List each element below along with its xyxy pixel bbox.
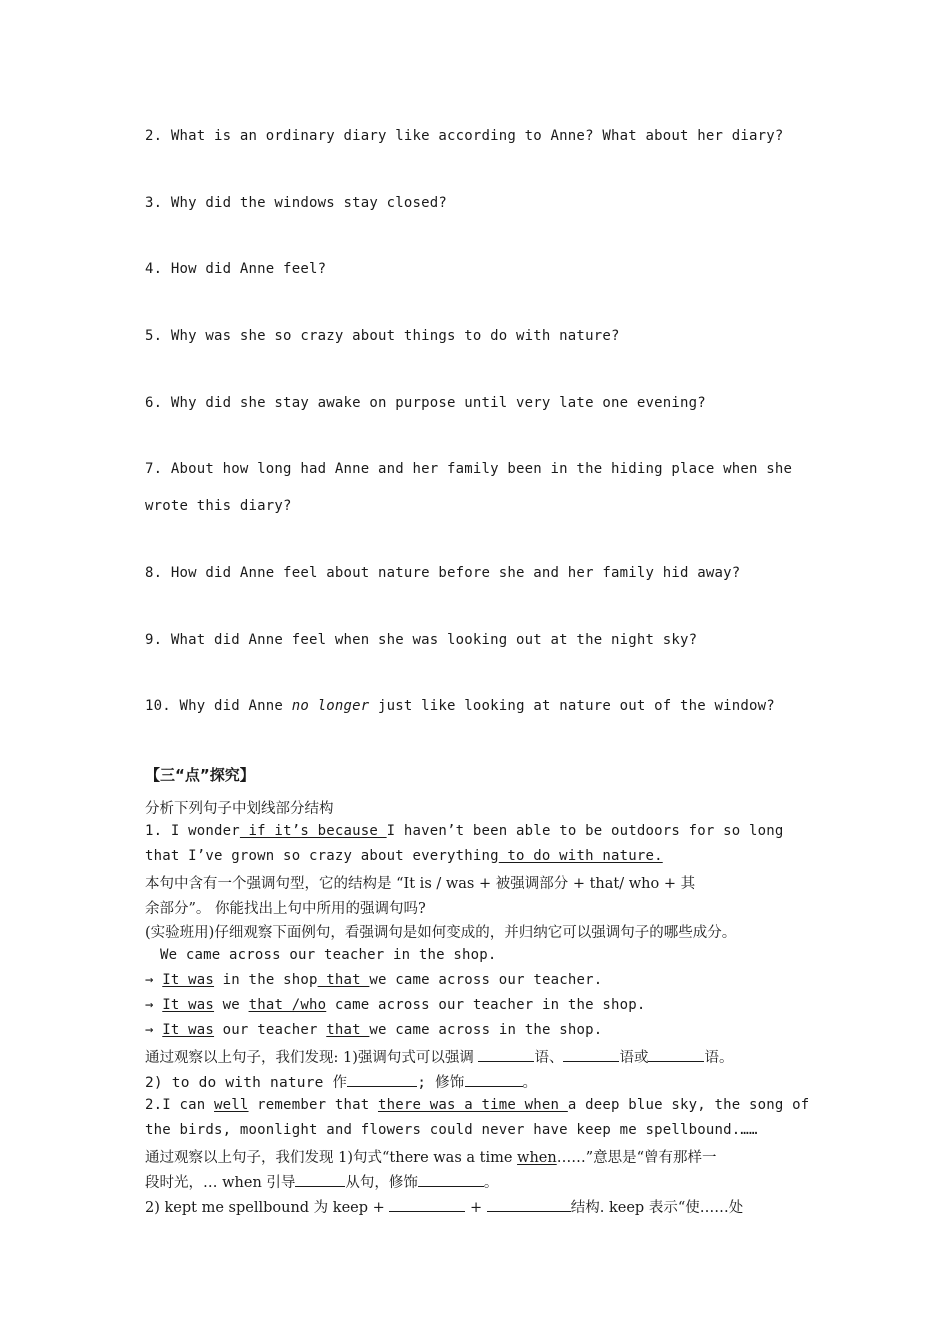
blank-1[interactable] — [478, 1049, 534, 1062]
ex3-that: that — [326, 1022, 370, 1038]
finding-4-text-b: 从句，修饰 — [345, 1175, 418, 1191]
sentence-1-line-2 — [145, 848, 663, 864]
finding-5-text-c: 结构. keep 表示“使……处 — [570, 1200, 744, 1216]
blank-4[interactable] — [347, 1074, 417, 1087]
question-7-line-1: 7. About how long had Anne and her family been in the hiding place when she — [145, 461, 793, 477]
s1-underline-a: if it’s because — [239, 823, 387, 839]
lab-instruction: (实验班用)仔细观察下面例句，看强调句是如何变成的，并归纳它可以强调句子的哪些成分。 — [145, 925, 737, 941]
question-10-emphasis: no longer — [291, 698, 370, 714]
s2-text-b: remember that — [248, 1097, 378, 1113]
finding-2-text-b: ; 修饰 — [417, 1075, 465, 1091]
ex2-it-was: It was — [162, 997, 215, 1013]
ex3-it-was: It was — [162, 1022, 215, 1038]
s1-text-b: I haven’t been able to be outdoors for so long — [386, 823, 784, 839]
example-transform-2 — [145, 997, 646, 1013]
blank-5[interactable] — [465, 1074, 523, 1087]
sentence-2-line-1 — [145, 1097, 809, 1113]
finding-1-text-d: 语。 — [704, 1050, 734, 1066]
question-2: 2. What is an ordinary diary like according to Anne? What about her diary? — [145, 128, 784, 144]
sentence-1-line-1 — [145, 823, 784, 839]
ex1-that: that — [317, 972, 370, 988]
ex1-text-b: in the shop — [214, 972, 318, 988]
example-transform-3 — [145, 1022, 602, 1038]
finding-1 — [145, 1046, 733, 1067]
sentence-2-line-2: the birds, moonlight and flowers could never have keep me spellbound.…… — [145, 1122, 758, 1138]
blank-2[interactable] — [563, 1049, 619, 1062]
finding-5 — [145, 1196, 743, 1217]
blank-8[interactable] — [389, 1199, 465, 1212]
finding-2-text-a: 2) to do with nature 作 — [145, 1075, 348, 1091]
ex1-text-d: we came across our teacher. — [369, 972, 603, 988]
question-5: 5. Why was she so crazy about things to do with nature? — [145, 328, 620, 344]
section-intro: 分析下列句子中划线部分结构 — [145, 801, 334, 817]
finding-3-text-a: 通过观察以上句子，我们发现 1)句式“there was a time — [145, 1150, 518, 1166]
arrow-1: → — [145, 972, 163, 988]
finding-3-when: when — [517, 1150, 557, 1166]
finding-4-text-a: 段时光，… when 引导 — [145, 1175, 296, 1191]
question-7-line-2: wrote this diary? — [145, 498, 292, 514]
blank-6[interactable] — [295, 1174, 345, 1187]
finding-4 — [145, 1171, 498, 1192]
ex3-text-b: our teacher — [214, 1022, 327, 1038]
ex2-that-who: that /who — [248, 997, 327, 1013]
finding-5-text-a: 2) kept me spellbound 为 keep + — [145, 1200, 390, 1216]
blank-3[interactable] — [648, 1049, 704, 1062]
ex2-text-d: came across our teacher in the shop. — [326, 997, 646, 1013]
s2-text-a: 2.I can — [145, 1097, 215, 1113]
arrow-2: → — [145, 997, 163, 1013]
finding-1-text-b: 语、 — [534, 1050, 564, 1066]
question-8: 8. How did Anne feel about nature before she and her family hid away? — [145, 565, 741, 581]
question-10-text-a: 10. Why did Anne — [145, 698, 292, 714]
finding-3-text-c: ……”意思是“曾有那样一 — [556, 1150, 717, 1166]
s1-underline-b: to do with nature. — [498, 848, 663, 864]
question-9: 9. What did Anne feel when she was looking out at the night sky? — [145, 632, 698, 648]
example-sentence: We came across our teacher in the shop. — [160, 947, 497, 963]
finding-2-text-c: 。 — [522, 1075, 538, 1091]
question-6: 6. Why did she stay awake on purpose until very late one evening? — [145, 395, 706, 411]
blank-9[interactable] — [487, 1199, 571, 1212]
s1-text-a: 1. I wonder — [145, 823, 240, 839]
ex1-it-was: It was — [162, 972, 215, 988]
finding-1-text-c: 语或 — [619, 1050, 649, 1066]
question-3: 3. Why did the windows stay closed? — [145, 195, 448, 211]
finding-3 — [145, 1146, 717, 1167]
blank-7[interactable] — [418, 1174, 484, 1187]
finding-1-text-a: 通过观察以上句子，我们发现: 1)强调句式可以强调 — [145, 1050, 479, 1066]
question-10 — [145, 698, 775, 714]
section-heading: 【三“点”探究】 — [145, 766, 255, 784]
ex3-text-d: we came across in the shop. — [369, 1022, 603, 1038]
question-4: 4. How did Anne feel? — [145, 261, 327, 277]
arrow-3: → — [145, 1022, 163, 1038]
finding-5-text-b: + — [465, 1200, 487, 1216]
s2-text-c: a deep blue sky, the song of — [567, 1097, 810, 1113]
ex2-text-b: we — [214, 997, 249, 1013]
finding-4-text-c: 。 — [483, 1175, 499, 1191]
finding-2 — [145, 1071, 537, 1092]
s2-underline-there-was: there was a time when — [377, 1097, 568, 1113]
example-transform-1 — [145, 972, 602, 988]
question-10-text-b: just like looking at nature out of the window? — [369, 698, 775, 714]
note-line-1: 本句中含有一个强调句型，它的结构是 “It is / was + 被强调部分 + that/ who + 其 — [145, 876, 696, 892]
s2-underline-well: well — [214, 1097, 249, 1113]
note-line-2: 余部分”。 你能找出上句中所用的强调句吗? — [145, 901, 426, 917]
s1-text-c: that I’ve grown so crazy about everything — [145, 848, 499, 864]
